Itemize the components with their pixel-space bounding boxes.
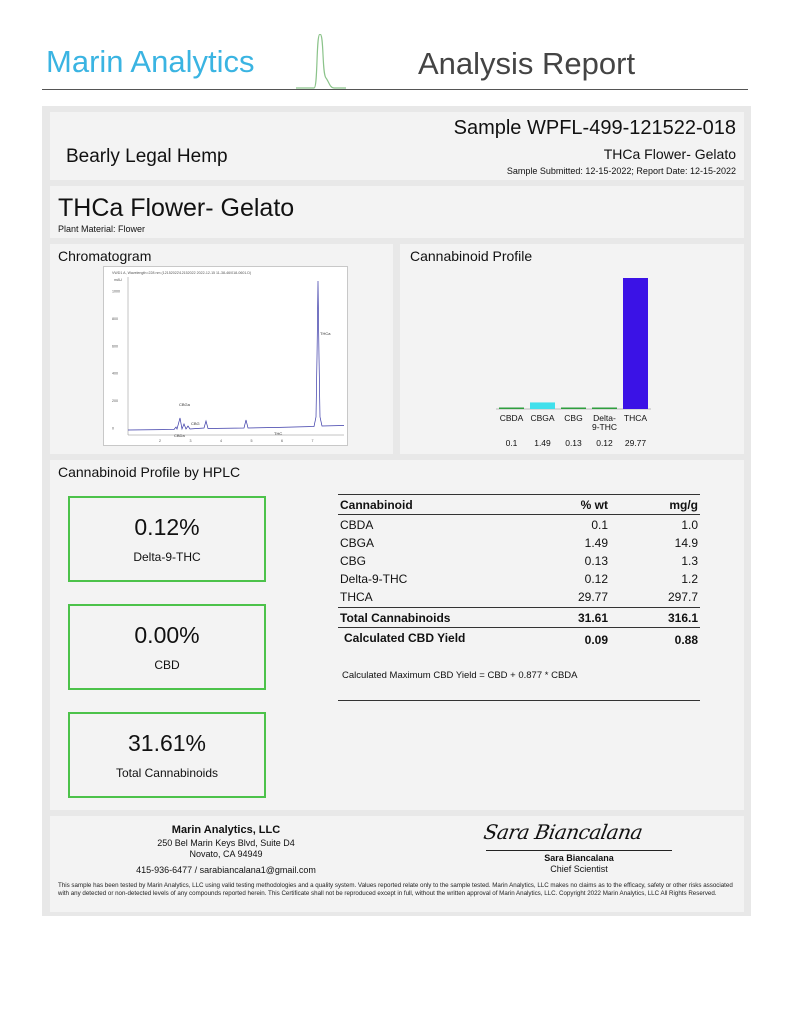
sample-id: Sample WPFL-499-121522-018 bbox=[453, 117, 736, 139]
kpi-label: CBD bbox=[154, 658, 180, 672]
kpi-card-cbd bbox=[68, 604, 266, 690]
bar-value-label: 1.49 bbox=[534, 438, 551, 448]
product-subtitle: THCa Flower- Gelato bbox=[603, 146, 736, 162]
profile-chart-heading: Cannabinoid Profile bbox=[410, 248, 533, 264]
client-name: Bearly Legal Hemp bbox=[66, 146, 228, 167]
table-header-mgg: mg/g bbox=[669, 498, 698, 512]
chromatogram-x-tick: 7 bbox=[311, 439, 314, 443]
signer-name: Sara Biancalana bbox=[544, 853, 614, 863]
bar-category-label: THCA bbox=[623, 413, 648, 423]
bar-category-label: CBG bbox=[564, 413, 583, 423]
chromatogram-x-tick: 2 bbox=[159, 439, 161, 443]
peak-label-thca: THCa bbox=[320, 331, 331, 336]
chromatogram-heading: Chromatogram bbox=[58, 248, 152, 264]
brand-logo-text: Marin Analytics bbox=[46, 44, 255, 79]
peak-label-cbga: CBGa bbox=[179, 402, 190, 407]
table-row: THCA 29.77 297.7 bbox=[340, 590, 698, 604]
table-row: CBGA 1.49 14.9 bbox=[340, 536, 698, 550]
chromatogram-y-tick: 0 bbox=[112, 426, 114, 431]
plant-material: Plant Material: Flower bbox=[58, 224, 146, 234]
chromatogram-y-tick: 600 bbox=[112, 344, 118, 349]
cbd-yield-formula: Calculated Maximum CBD Yield = CBD + 0.877 * CBDA bbox=[342, 670, 578, 681]
chromatogram-y-tick: 200 bbox=[112, 399, 118, 404]
footer-address-line1: 250 Bel Marin Keys Blvd, Suite D4 bbox=[157, 838, 295, 848]
product-name: THCa Flower- Gelato bbox=[58, 194, 295, 222]
bar-value-label: 0.12 bbox=[596, 438, 613, 448]
report-title: Analysis Report bbox=[418, 46, 636, 81]
peak-label-cbda: CBDa bbox=[174, 433, 185, 438]
table-total-row: Total Cannabinoids 31.61 316.1 bbox=[340, 611, 698, 625]
chromatogram-y-tick: 400 bbox=[112, 371, 118, 376]
footer-company: Marin Analytics, LLC bbox=[171, 824, 281, 836]
chromatogram-x-tick: 5 bbox=[250, 439, 253, 443]
bar-cbda bbox=[499, 408, 524, 410]
bar-value-label: 29.77 bbox=[624, 438, 647, 448]
chromatogram-y-tick: 1000 bbox=[112, 289, 120, 294]
chromatogram-x-tick: 3 bbox=[189, 439, 192, 443]
bar-cbg bbox=[561, 408, 586, 410]
kpi-label: Delta-9-THC bbox=[133, 550, 201, 564]
bar-value-label: 0.13 bbox=[565, 438, 582, 448]
kpi-value: 31.61% bbox=[127, 730, 206, 756]
chromatogram-y-unit: mAU bbox=[114, 278, 122, 282]
waveform-logo-icon bbox=[296, 34, 346, 90]
bar-category-label: 9-THC bbox=[591, 422, 618, 432]
chromatogram-x-tick: 4 bbox=[220, 439, 222, 443]
chromatogram-image bbox=[103, 266, 348, 446]
bar-category-label: CBDA bbox=[499, 413, 524, 423]
kpi-card-total-cannabinoids bbox=[68, 712, 266, 798]
table-row: CBDA 0.1 1.0 bbox=[340, 518, 698, 532]
peak-label-cbg: CBG bbox=[191, 421, 200, 426]
peak-label-thc: THC bbox=[274, 431, 283, 436]
bar-value-label: 0.1 bbox=[505, 438, 518, 448]
signature-image: Sara Biancalana bbox=[481, 820, 645, 844]
cannabinoid-bar-chart bbox=[400, 260, 744, 454]
bar-thca bbox=[623, 278, 648, 409]
kpi-value: 0.00% bbox=[134, 622, 200, 648]
header-divider bbox=[42, 89, 748, 90]
chromatogram-y-tick: 800 bbox=[112, 316, 118, 321]
hplc-heading: Cannabinoid Profile by HPLC bbox=[58, 464, 241, 480]
table-cbd-yield-row: Calculated CBD Yield 0.09 0.88 bbox=[344, 631, 698, 647]
table-row: Delta-9-THC 0.12 1.2 bbox=[340, 572, 698, 586]
bar-cbga bbox=[530, 402, 555, 409]
bar-delta-9-thc bbox=[592, 408, 617, 410]
signer-title: Chief Scientist bbox=[550, 864, 608, 874]
chromatogram-x-tick: 6 bbox=[281, 439, 283, 443]
kpi-value: 0.12% bbox=[134, 514, 200, 540]
footer-contact: 415-936-6477 / sarabiancalana1@gmail.com bbox=[136, 865, 316, 875]
chromatogram-header-text: VWD1 A, Wavelength=228 nm (12152022\12152022 2022-12-15 11-38-46\018-0601.D) bbox=[112, 271, 252, 275]
table-header-cannabinoid: Cannabinoid bbox=[340, 498, 413, 512]
report-dates: Sample Submitted: 12-15-2022; Report Date: 12-15-2022 bbox=[506, 166, 736, 176]
bar-category-label: Delta- bbox=[593, 413, 616, 423]
disclaimer-text: This sample has been tested by Marin Analytics, LLC using valid testing methodologies and a quality system. Values reported relate only to the sample tested. Marin Analytics, LLC makes no claims as to the efficacy, safety or other risks associated with any detected or non-detected levels of any compounds reported herein. This Certificate shall not be reproduced except in full, without the written approval of Marin Analytics, LLC. Copyright 2022 Marin Analytics, LLC All Rights Reserved. bbox=[58, 882, 733, 897]
kpi-label: Total Cannabinoids bbox=[115, 766, 219, 780]
kpi-card-delta9-thc bbox=[68, 496, 266, 582]
table-row: CBG 0.13 1.3 bbox=[340, 554, 698, 568]
footer-address-line2: Novato, CA 94949 bbox=[189, 849, 263, 859]
bar-category-label: CBGA bbox=[530, 413, 555, 423]
signature-line bbox=[486, 850, 672, 851]
table-header-pct: % wt bbox=[580, 498, 608, 512]
results-table bbox=[338, 494, 700, 704]
